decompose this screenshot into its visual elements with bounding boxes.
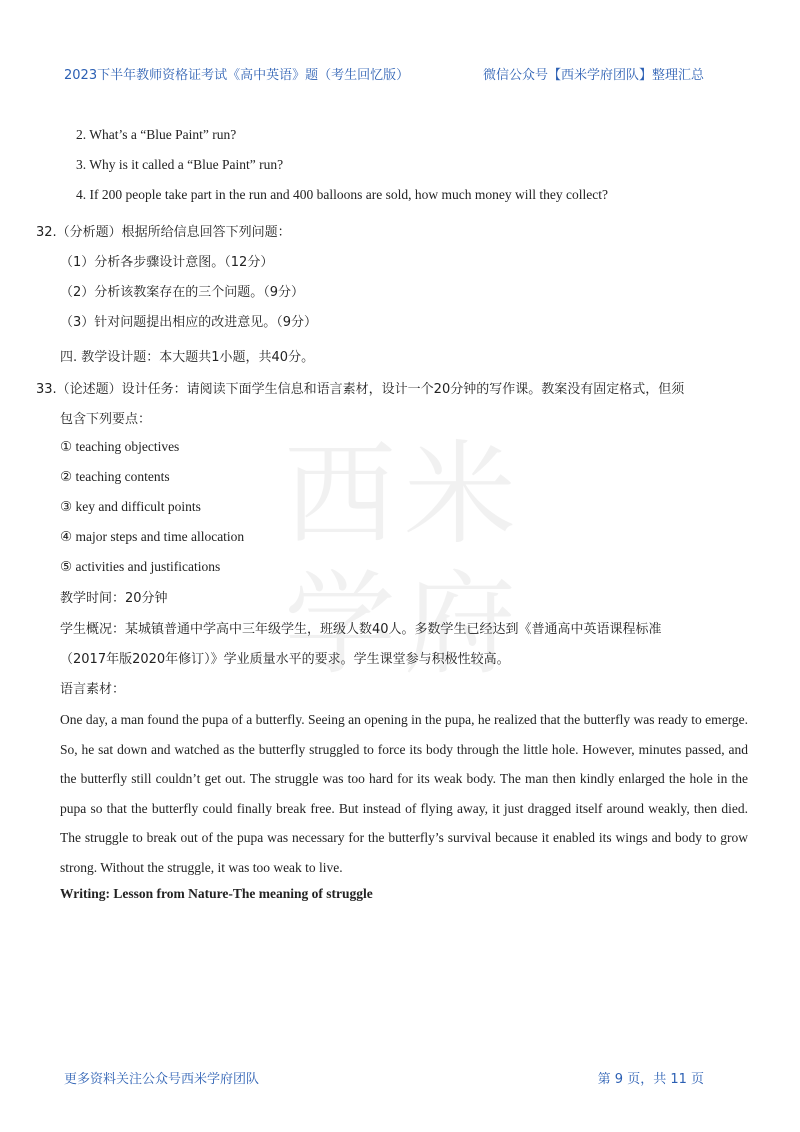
section-4-heading: 四. 教学设计题：本大题共1小题，共40分。 — [60, 350, 315, 365]
q33-point: ③ key and difficult points — [60, 499, 201, 514]
q32-title: 32.（分析题）根据所给信息回答下列问题： — [36, 225, 291, 240]
header-exam-title: 2023下半年教师资格证考试《高中英语》题（考生回忆版） — [64, 68, 410, 83]
q33-title-cont: 包含下列要点： — [60, 412, 152, 427]
q32-item: （2）分析该教案存在的三个问题。（9分） — [60, 285, 305, 300]
q33-point: ④ major steps and time allocation — [60, 529, 245, 544]
writing-title: Writing: Lesson from Nature-The meaning of struggle — [60, 886, 373, 901]
page-footer — [64, 1068, 704, 1087]
q32-item: （1）分析各步骤设计意图。（12分） — [60, 255, 274, 270]
question-3: 3. Why is it called a “Blue Paint” run? — [76, 157, 284, 172]
question-2: 2. What’s a “Blue Paint” run? — [76, 127, 237, 142]
page-number: 第 9 页，共 11 页 — [597, 1072, 704, 1087]
watermark-char: 西 — [284, 430, 396, 560]
page-header — [64, 64, 704, 83]
teaching-time: 教学时间：20分钟 — [60, 591, 168, 606]
q33-title: 33.（论述题）设计任务：请阅读下面学生信息和语言素材，设计一个20分钟的写作课。教案没有固定格式，但须 — [36, 382, 685, 397]
q33-point: ⑤ activities and justifications — [60, 559, 221, 574]
question-4: 4. If 200 people take part in the run and 400 balloons are sold, how much money will they collect? — [76, 187, 608, 202]
q33-point: ② teaching contents — [60, 469, 170, 484]
footer-promo: 更多资料关注公众号西米学府团队 — [64, 1072, 260, 1087]
language-material: One day, a man found the pupa of a butterfly. Seeing an opening in the pupa, he realized that the butterfly was ready to emerge. So, he sat down and watched as the butterfly struggled to force its body through the little hole. However, minutes passed, and the butterfly still couldn’t get out. The struggle was too hard for its weak body. The man then kindly enlarged the hole in the pupa so that the butterfly could finally break free. But instead of flying away, it just dragged itself around weakly, then died. The struggle to break out of the pupa was necessary for the butterfly’s survival because it enabled its wings and body to grow strong. Without the struggle, it was too weak to live. — [60, 712, 748, 875]
student-profile-cont: （2017年版2020年修订）》学业质量水平的要求。学生课堂参与积极性较高。 — [60, 652, 510, 667]
watermark-char: 府 — [404, 560, 516, 690]
q32-item: （3）针对问题提出相应的改进意见。（9分） — [60, 315, 318, 330]
student-profile: 学生概况：某城镇普通中学高中三年级学生，班级人数40人。多数学生已经达到《普通高中英语课程标准 — [60, 622, 662, 637]
material-label: 语言素材： — [60, 682, 126, 697]
watermark-char: 学 — [284, 560, 396, 690]
q33-point: ① teaching objectives — [60, 439, 180, 454]
header-source: 微信公众号【西米学府团队】整理汇总 — [482, 68, 704, 83]
watermark-char: 米 — [404, 430, 516, 560]
